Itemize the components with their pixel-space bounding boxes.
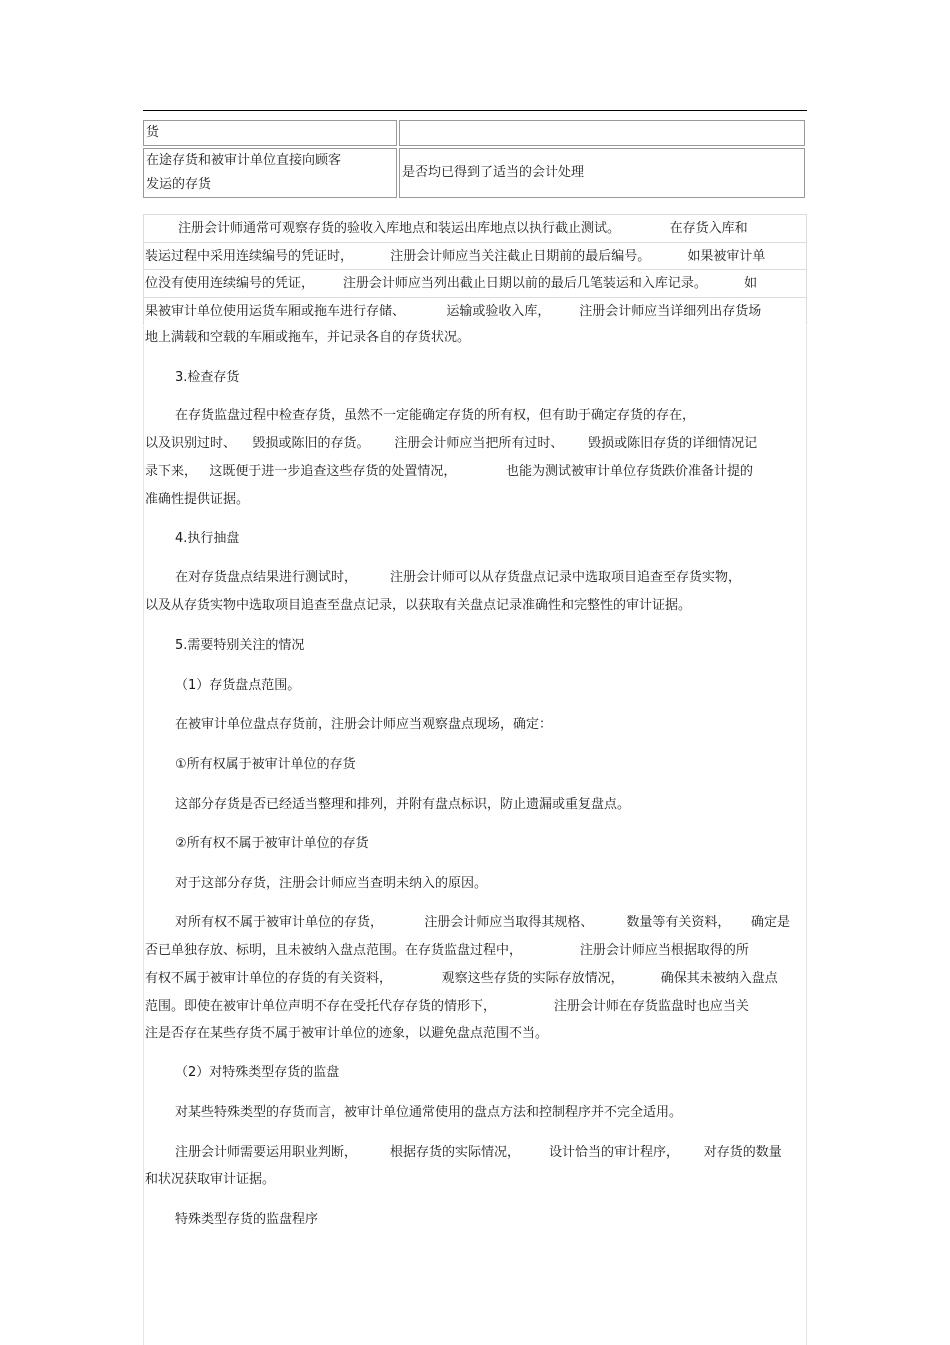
paragraph-line: 注是否存在某些存货不属于被审计单位的迹象，以避免盘点范围不当。 [145, 1026, 549, 1041]
paragraph-line: 对于这部分存货，注册会计师应当查明未纳入的原因。 [175, 876, 488, 891]
section-heading: 4.执行抽盘 [175, 531, 240, 546]
paragraph-line: 和状况获取审计证据。 [145, 1172, 276, 1187]
inventory-table [141, 118, 807, 200]
paragraph-line: 这部分存货是否已经适当整理和排列，并附有盘点标识，防止遗漏或重复盘点。 [175, 797, 631, 812]
paragraph-line: 对所有权不属于被审计单位的存货， 注册会计师应当取得其规格、 数量等有关资料， 确定是 [175, 915, 791, 930]
top-rule [143, 110, 807, 111]
section-heading: 5.需要特别关注的情况 [175, 638, 305, 653]
cutoff-line: 位没有使用连续编号的凭证， 注册会计师应当列出截止日期以前的最后几笔装运和入库记录。 如 [143, 269, 807, 297]
subsection-heading: （2）对特殊类型存货的监盘 [175, 1065, 340, 1080]
paragraph-line: 范围。即使在被审计单位声明不存在受托代存存货的情形下， 注册会计师在存货监盘时也应当关 [145, 999, 749, 1014]
paragraph-line: 在被审计单位盘点存货前，注册会计师应当观察盘点现场，确定： [175, 717, 553, 732]
paragraph-line: 有权不属于被审计单位的存货的有关资料， 观察这些存货的实际存放情况， 确保其未被纳入盘点 [145, 971, 778, 986]
list-item: ②所有权不属于被审计单位的存货 [175, 836, 369, 851]
cell-line: 在途存货和被审计单位直接向顾客 [146, 153, 342, 168]
table-cell: 是否均已得到了适当的会计处理 [399, 148, 805, 198]
paragraph-line: 注册会计师需要运用职业判断， 根据存货的实际情况， 设计恰当的审计程序， 对存货的数量 [175, 1145, 782, 1160]
paragraph-line: 在存货监盘过程中检查存货，虽然不一定能确定存货的所有权，但有助于确定存货的存在， [175, 408, 696, 423]
table-cell [399, 120, 805, 146]
paragraph-line: 特殊类型存货的监盘程序 [175, 1212, 319, 1227]
subsection-heading: （1）存货盘点范围。 [175, 678, 301, 693]
cutoff-line: 果被审计单位使用运货车厢或拖车进行存储、 运输或验收入库， 注册会计师应当详细列出存货场 [143, 297, 807, 325]
paragraph-line: 地上满载和空载的车厢或拖车，并记录各自的存货状况。 [145, 330, 471, 345]
list-item: ①所有权属于被审计单位的存货 [175, 757, 356, 772]
cutoff-line: 装运过程中采用连续编号的凭证时， 注册会计师应当关注截止日期前的最后编号。 如果被审计单 [143, 242, 807, 270]
paragraph-line: 录下来， 这既便于进一步追查这些存货的处置情况， 也能为测试被审计单位存货跌价准备计提的 [145, 464, 753, 479]
paragraph-line: 以及识别过时、 毁损或陈旧的存货。 注册会计师应当把所有过时、 毁损或陈旧存货的详细情况记 [145, 436, 758, 451]
paragraph-line: 对某些特殊类型的存货而言，被审计单位通常使用的盘点方法和控制程序并不完全适用。 [175, 1105, 683, 1120]
paragraph-line: 否已单独存放、标明，且未被纳入盘点范围。在存货监盘过程中， 注册会计师应当根据取得的所 [145, 943, 749, 958]
cutoff-line: 注册会计师通常可观察存货的验收入库地点和装运出库地点以执行截止测试。 在存货入库和 [143, 214, 807, 242]
section-heading: 3.检查存货 [175, 370, 240, 385]
table-cell: 货 [143, 120, 397, 146]
cell-line: 发运的存货 [146, 177, 212, 192]
table-cell [143, 148, 397, 198]
paragraph-line: 准确性提供证据。 [145, 492, 250, 507]
table-row [143, 120, 805, 146]
paragraph-line: 在对存货盘点结果进行测试时， 注册会计师可以从存货盘点记录中选取项目追查至存货实物， [175, 570, 742, 585]
paragraph-line: 以及从存货实物中选取项目追查至盘点记录，以获取有关盘点记录准确性和完整性的审计证据。 [145, 598, 692, 613]
table-row [143, 148, 805, 198]
